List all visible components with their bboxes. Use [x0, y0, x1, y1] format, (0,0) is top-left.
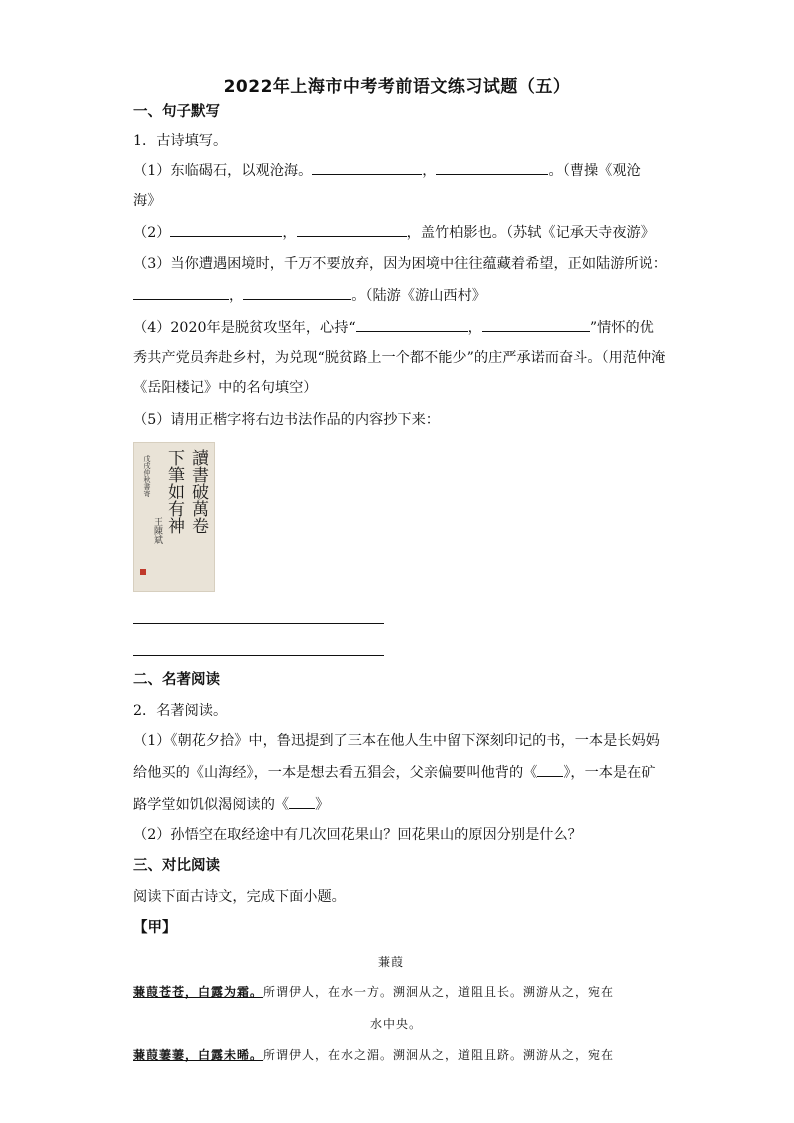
calligraphy-inscription: 戊戌仲秋書寄	[143, 455, 151, 497]
q1-item-1-text: （1）东临碣石，以观沧海。	[133, 163, 313, 179]
answer-blank[interactable]	[133, 285, 229, 300]
answer-blank[interactable]	[482, 317, 590, 332]
q2-item-1-cont-2	[133, 794, 329, 815]
answer-blank[interactable]	[243, 285, 351, 300]
q1-item-1	[133, 160, 641, 181]
q2-item-1-text: 给他买的《山海经》，一本是想去看五猖会，父亲偏要叫他背的《	[133, 765, 538, 781]
section-heading-1: 一、句子默写	[133, 104, 220, 120]
q1-item-2-num: （2）	[133, 225, 171, 241]
comma: ，	[467, 320, 482, 336]
q3-intro: 阅读下面古诗文，完成下面小题。	[133, 889, 346, 905]
q2-item-1-text-2: 》，一本是在矿	[563, 765, 656, 781]
q1-item-1-source: 。（曹操《观沧	[548, 163, 641, 179]
poem-underlined-2: 蒹葭萋萋，白露未晞。	[133, 1048, 264, 1062]
seal-stamp	[140, 569, 146, 575]
section-heading-3: 三、对比阅读	[133, 858, 220, 874]
q1-item-4	[133, 317, 654, 338]
poem-text-1: 所谓伊人，在水一方。溯洄从之，道阻且长。溯游从之，宛在	[263, 985, 615, 999]
poem-line-1-cont: 水中央。	[370, 1017, 423, 1031]
q2-item-1-text-3: 路学堂如饥似渴阅读的《	[133, 797, 290, 813]
q1-item-3-cont	[133, 285, 486, 306]
q2-item-1-text-4: 》	[315, 797, 330, 813]
q2-item-2: （2）孙悟空在取经途中有几次回花果山？回花果山的原因分别是什么？	[133, 827, 582, 843]
calligraphy-signature: 王陳斌	[152, 517, 162, 544]
question-2-label: 2．名著阅读。	[133, 703, 228, 719]
question-1-label: 1．古诗填写。	[133, 133, 228, 149]
answer-line-2[interactable]	[133, 655, 384, 656]
answer-blank[interactable]	[356, 317, 468, 332]
comma: ，	[229, 288, 244, 304]
q1-item-1-cont: 海》	[133, 193, 162, 209]
poem-underlined-1: 蒹葭苍苍，白露为霜。	[133, 985, 264, 999]
answer-blank[interactable]	[170, 222, 282, 237]
q1-item-3-source: 。（陆游《游山西村》	[351, 288, 486, 304]
q1-item-2	[133, 222, 655, 243]
page-title: 2022年上海市中考考前语文练习试题（五）	[223, 77, 571, 97]
q1-item-3: （3）当你遭遇困境时，千万不要放弃，因为困境中往往蕴藏着希望，正如陆游所说：	[133, 256, 667, 272]
calligraphy-col-2: 下筆如有神	[164, 449, 184, 534]
poem-text-2: 所谓伊人，在水之湄。溯洄从之，道阻且跻。溯游从之，宛在	[263, 1048, 615, 1062]
poem-line-1	[133, 982, 614, 1002]
comma: ，	[282, 225, 297, 241]
answer-blank[interactable]	[312, 160, 422, 175]
q2-item-1-cont	[133, 762, 656, 783]
q1-item-4-text: （4）2020年是脱贫攻坚年，心持“	[133, 320, 356, 336]
poem-line-2	[133, 1045, 614, 1065]
answer-blank[interactable]	[289, 794, 315, 809]
calligraphy-image	[133, 442, 215, 592]
answer-blank[interactable]	[537, 762, 563, 777]
q2-item-1: （1）《朝花夕拾》中，鲁迅提到了三本在他人生中留下深刻印记的书，一本是长妈妈	[133, 733, 660, 749]
q1-item-4-text-2: ”情怀的优	[589, 320, 654, 336]
section-heading-2: 二、名著阅读	[133, 672, 220, 688]
comma: ，	[422, 163, 437, 179]
answer-blank[interactable]	[436, 160, 548, 175]
passage-jia-label: 【甲】	[133, 920, 177, 936]
q1-item-4-cont-2: 《岳阳楼记》中的名句填空）	[133, 380, 318, 396]
answer-blank[interactable]	[297, 222, 407, 237]
calligraphy-col-1: 讀書破萬卷	[188, 449, 208, 534]
poem-title: 蒹葭	[378, 955, 405, 969]
q1-item-2-text: ，盖竹柏影也。（苏轼《记承天寺夜游》	[406, 225, 655, 241]
answer-line-1[interactable]	[133, 623, 384, 624]
q1-item-4-cont: 秀共产党员奔赴乡村，为兑现“脱贫路上一个都不能少”的庄严承诺而奋斗。（用范仲淹	[133, 350, 666, 366]
q1-item-5: （5）请用正楷字将右边书法作品的内容抄下来：	[133, 412, 440, 428]
